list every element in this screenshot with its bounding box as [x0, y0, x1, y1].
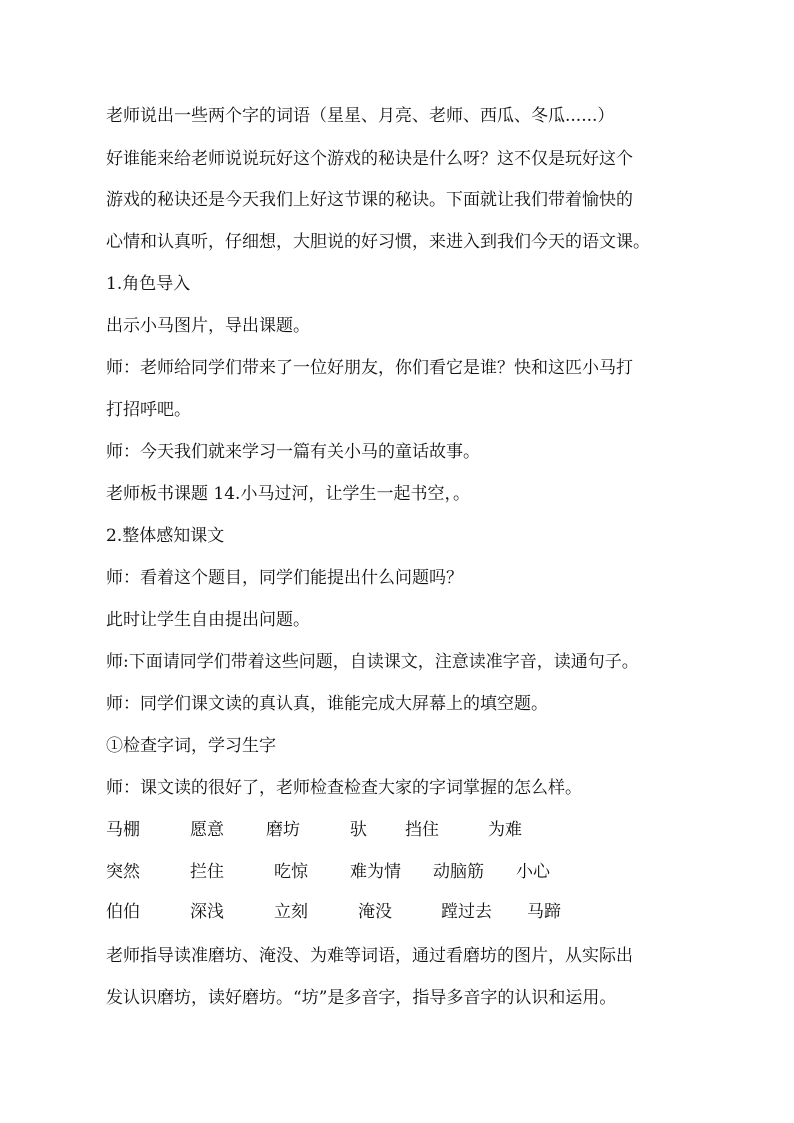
vocab-word: 淹没	[358, 902, 392, 922]
vocab-word: 动脑筋	[433, 862, 484, 882]
paragraph-line: 打招呼吧。	[106, 400, 191, 420]
vocab-word: 伯伯	[106, 902, 140, 922]
paragraph-line: 师：今天我们就来学习一篇有关小马的童话故事。	[106, 442, 480, 462]
paragraph-line: 师：同学们课文读的真认真，谁能完成大屏幕上的填空题。	[106, 694, 548, 714]
paragraph-line: 老师指导读准磨坊、淹没、为难等词语，通过看磨坊的图片，从实际出	[106, 946, 633, 966]
paragraph-line: 好谁能来给老师说说玩好这个游戏的秘诀是什么呀？这不仅是玩好这个	[106, 149, 633, 169]
paragraph-line: 老师说出一些两个字的词语（星星、月亮、老师、西瓜、冬瓜......）	[106, 106, 615, 126]
vocab-row	[0, 860, 794, 884]
paragraph-line: 此时让学生自由提出问题。	[106, 610, 310, 630]
vocab-word: 小心	[516, 862, 550, 882]
paragraph-line: 游戏的秘诀还是今天我们上好这节课的秘诀。下面就让我们带着愉快的	[106, 190, 633, 210]
vocab-word: 蹚过去	[441, 902, 492, 922]
paragraph-line: 发认识磨坊，读好磨坊。“坊”是多音字，指导多音字的认识和运用。	[106, 988, 617, 1008]
paragraph-line: 心情和认真听，仔细想，大胆说的好习惯，来进入到我们今天的语文课。	[106, 232, 650, 252]
paragraph-line: 师：老师给同学们带来了一位好朋友，你们看它是谁？快和这匹小马打	[106, 358, 633, 378]
paragraph-line: 出示小马图片，导出课题。	[106, 316, 310, 336]
vocab-word: 马蹄	[527, 902, 561, 922]
section-heading: 1.角色导入	[106, 274, 191, 294]
vocab-row	[0, 900, 794, 924]
vocab-row	[0, 818, 794, 842]
vocab-word: 吃惊	[274, 862, 308, 882]
vocab-word: 难为情	[350, 862, 401, 882]
vocab-word: 磨坊	[266, 820, 300, 840]
vocab-word: 马棚	[106, 820, 140, 840]
vocab-word: 挡住	[405, 820, 439, 840]
vocab-word: 为难	[488, 820, 522, 840]
paragraph-line: 师:下面请同学们带着这些问题，自读课文，注意读准字音，读通句子。	[106, 652, 639, 672]
subsection-heading: ①检查字词，学习生字	[106, 736, 276, 756]
paragraph-line: 师：看着这个题目，同学们能提出什么问题吗？	[106, 568, 463, 588]
vocab-word: 愿意	[190, 820, 224, 840]
vocab-word: 突然	[106, 862, 140, 882]
paragraph-line: 老师板书课题 14.小马过河，让学生一起书空，。	[106, 484, 470, 504]
paragraph-line: 师：课文读的很好了，老师检查检查大家的字词掌握的怎么样。	[106, 778, 582, 798]
vocab-word: 立刻	[274, 902, 308, 922]
vocab-word: 驮	[350, 820, 367, 840]
section-heading: 2.整体感知课文	[106, 526, 225, 546]
vocab-word: 拦住	[190, 862, 224, 882]
vocab-word: 深浅	[190, 902, 224, 922]
